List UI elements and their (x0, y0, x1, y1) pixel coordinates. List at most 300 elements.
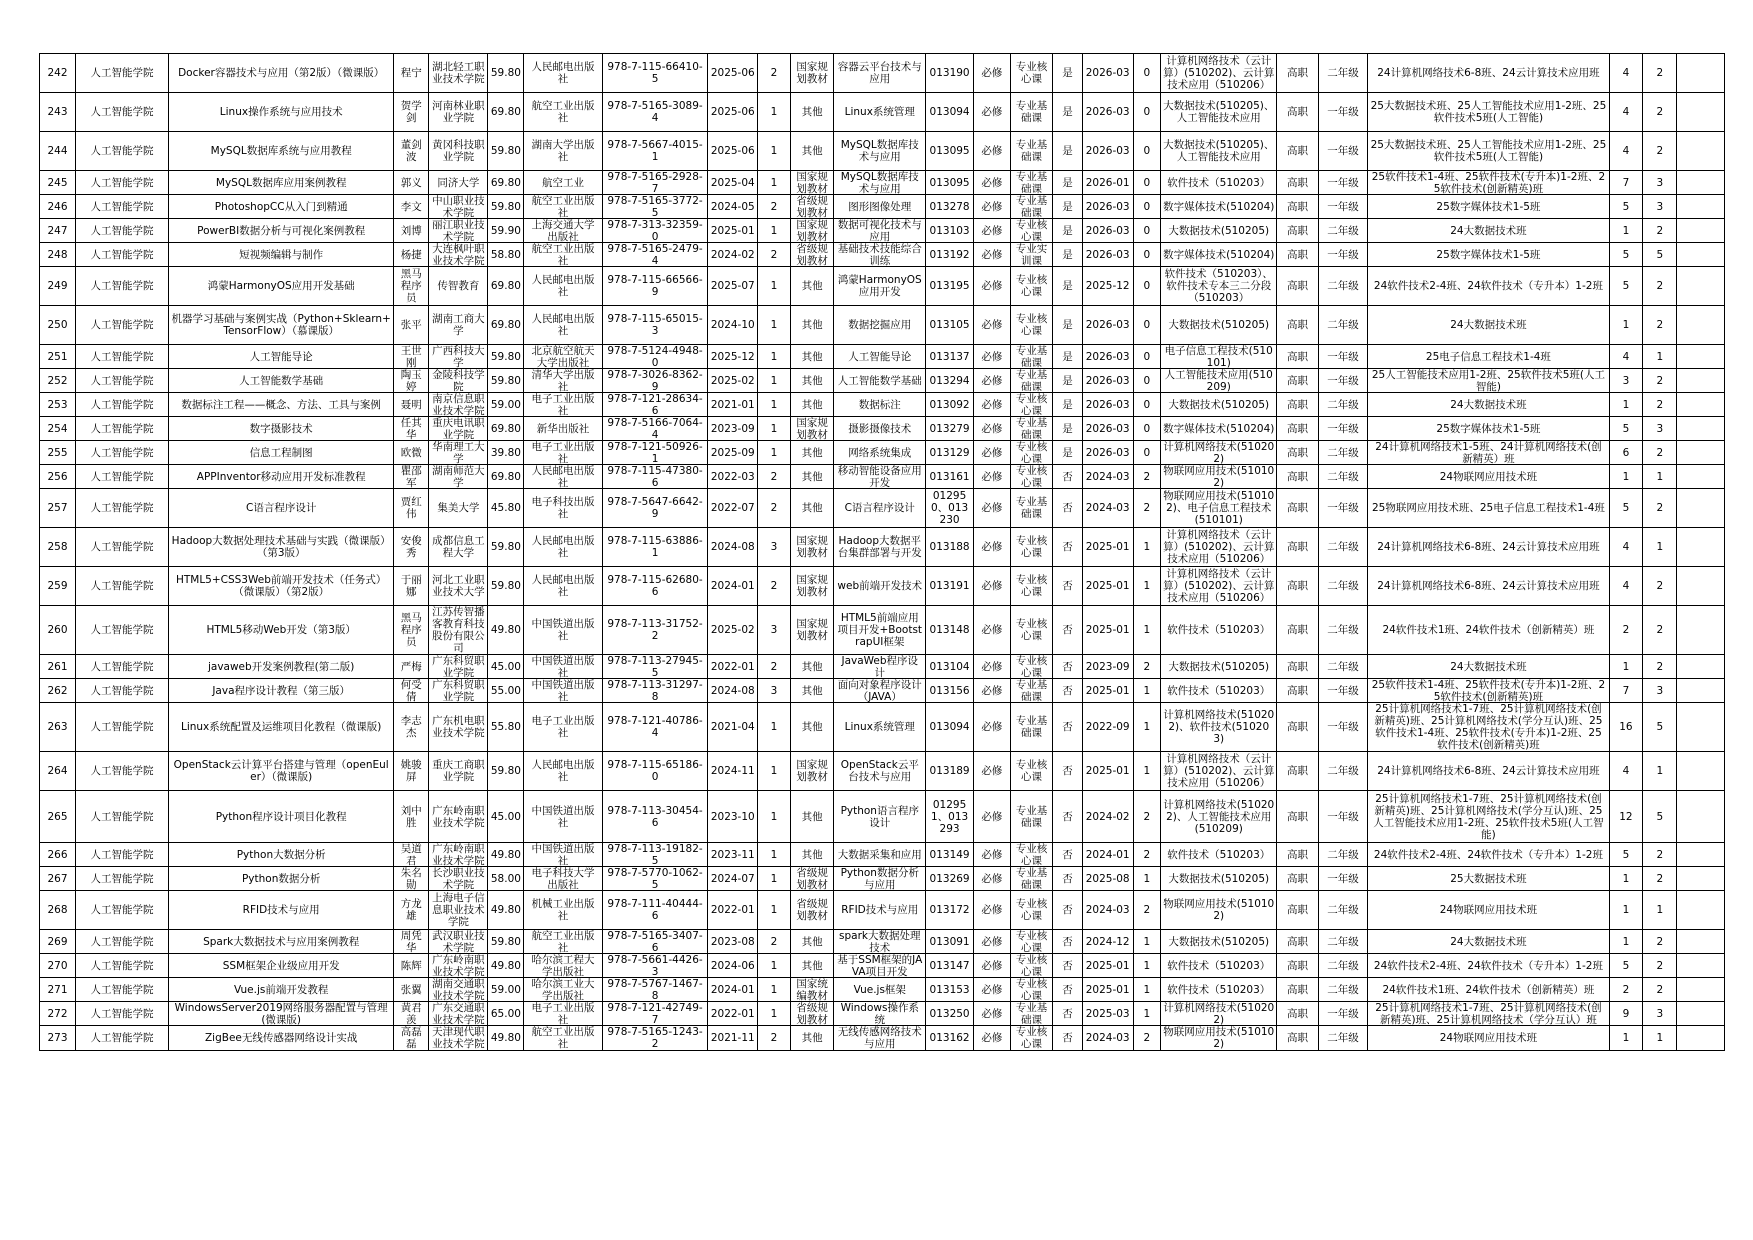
cell-extra-cell: 1 (1643, 528, 1677, 567)
start-date-cell: 2026-03 (1082, 93, 1133, 132)
years-used-cell: 2 (1133, 791, 1161, 843)
course-name-cell: 大数据采集和应用 (834, 843, 926, 867)
course-name-cell: 人工智能导论 (834, 345, 926, 369)
table-row (40, 306, 1725, 345)
years-used-cell: 1 (1133, 679, 1161, 703)
textbook-title-cell: HTML5+CSS3Web前端开发技术（任务式）（微课版）（第2版） (169, 567, 394, 606)
course-category-cell: 专业核心课 (1010, 267, 1052, 306)
first-use-flag-cell: 否 (1053, 867, 1083, 891)
course-category-cell: 专业基础课 (1010, 195, 1052, 219)
college-cell: 人工智能学院 (75, 567, 168, 606)
college-cell: 人工智能学院 (75, 243, 168, 267)
major-cell: 人工智能技术应用(510209) (1161, 369, 1277, 393)
course-name-cell: Hadoop大数据平台集群部署与开发 (834, 528, 926, 567)
editor-institution-cell: 湖南交通职业技术学院 (429, 978, 488, 1002)
classes-cell: 25大数据技术班、25人工智能技术应用1-2班、25软件技术5班(人工智能) (1368, 132, 1609, 171)
isbn-cell: 978-7-111-40444-6 (602, 891, 708, 930)
classes-cell: 24大数据技术班 (1368, 655, 1609, 679)
college-cell: 人工智能学院 (75, 655, 168, 679)
classes-cell: 25物联网应用技术班、25电子信息工程技术1-4班 (1368, 489, 1609, 528)
empty-cell (1677, 195, 1725, 219)
isbn-cell: 978-7-5165-1243-2 (602, 1026, 708, 1051)
edition-cell: 2 (758, 655, 791, 679)
empty-cell (1677, 267, 1725, 306)
publish-date-cell: 2024-05 (708, 195, 758, 219)
price-cell: 59.80 (488, 132, 524, 171)
editor-cell: 方龙雄 (394, 891, 429, 930)
course-name-cell: 数据标注 (834, 393, 926, 417)
course-code-cell: 013153 (926, 978, 974, 1002)
college-cell: 人工智能学院 (75, 132, 168, 171)
start-date-cell: 2024-03 (1082, 1026, 1133, 1051)
table-row (40, 954, 1725, 978)
classes-cell: 25大数据技术班、25人工智能技术应用1-2班、25软件技术5班(人工智能) (1368, 93, 1609, 132)
editor-institution-cell: 重庆电讯职业学院 (429, 417, 488, 441)
isbn-cell: 978-7-313-32359-0 (602, 219, 708, 243)
cell-extra-cell: 2 (1643, 132, 1677, 171)
cell-extra-cell: 2 (1643, 267, 1677, 306)
publisher-cell: 电子工业出版社 (524, 703, 602, 752)
course-name-cell: 容器云平台技术与应用 (834, 54, 926, 93)
education-level-cell: 高职 (1277, 465, 1318, 489)
edition-cell: 1 (758, 417, 791, 441)
row-number-cell: 273 (40, 1026, 76, 1051)
education-level-cell: 高职 (1277, 54, 1318, 93)
editor-institution-cell: 华南理工大学 (429, 441, 488, 465)
textbook-title-cell: Python大数据分析 (169, 843, 394, 867)
price-cell: 59.80 (488, 54, 524, 93)
course-nature-cell: 必修 (973, 843, 1010, 867)
textbook-type-cell: 省级规划教材 (790, 243, 833, 267)
college-cell: 人工智能学院 (75, 267, 168, 306)
course-code-cell: 013129 (926, 441, 974, 465)
course-code-cell: 013149 (926, 843, 974, 867)
college-cell: 人工智能学院 (75, 528, 168, 567)
college-cell: 人工智能学院 (75, 954, 168, 978)
education-level-cell: 高职 (1277, 369, 1318, 393)
classes-cell: 24计算机网络技术6-8班、24云计算技术应用班 (1368, 528, 1609, 567)
editor-institution-cell: 江苏传智播客教育科技股份有限公司 (429, 606, 488, 655)
education-level-cell: 高职 (1277, 441, 1318, 465)
major-cell: 软件技术（510203） (1161, 978, 1277, 1002)
table-row (40, 606, 1725, 655)
course-nature-cell: 必修 (973, 345, 1010, 369)
editor-institution-cell: 中山职业技术学院 (429, 195, 488, 219)
years-used-cell: 0 (1133, 441, 1161, 465)
education-level-cell: 高职 (1277, 171, 1318, 195)
price-cell: 59.80 (488, 528, 524, 567)
publisher-cell: 湖南大学出版社 (524, 132, 602, 171)
table-row (40, 54, 1725, 93)
classes-cell: 24大数据技术班 (1368, 219, 1609, 243)
row-number-cell: 246 (40, 195, 76, 219)
first-use-flag-cell: 否 (1053, 752, 1083, 791)
row-number-cell: 269 (40, 930, 76, 954)
course-code-cell: 013188 (926, 528, 974, 567)
edition-cell: 1 (758, 93, 791, 132)
years-used-cell: 0 (1133, 132, 1161, 171)
college-cell: 人工智能学院 (75, 345, 168, 369)
major-cell: 软件技术（510203） (1161, 843, 1277, 867)
edition-cell: 3 (758, 528, 791, 567)
major-cell: 大数据技术(510205) (1161, 867, 1277, 891)
editor-cell: 黑马程序员 (394, 267, 429, 306)
education-level-cell: 高职 (1277, 655, 1318, 679)
publisher-cell: 航空工业出版社 (524, 1026, 602, 1051)
class-count-cell: 5 (1609, 243, 1643, 267)
row-number-cell: 251 (40, 345, 76, 369)
class-count-cell: 5 (1609, 417, 1643, 441)
start-date-cell: 2026-03 (1082, 219, 1133, 243)
course-name-cell: 鸿蒙HarmonyOS应用开发 (834, 267, 926, 306)
education-level-cell: 高职 (1277, 1002, 1318, 1026)
editor-institution-cell: 广东科贸职业学院 (429, 679, 488, 703)
grade-cell: 一年级 (1318, 93, 1368, 132)
cell-extra-cell: 2 (1643, 489, 1677, 528)
publisher-cell: 哈尔滨工业大学出版社 (524, 978, 602, 1002)
row-number-cell: 267 (40, 867, 76, 891)
education-level-cell: 高职 (1277, 489, 1318, 528)
table-row (40, 791, 1725, 843)
empty-cell (1677, 1002, 1725, 1026)
start-date-cell: 2026-03 (1082, 441, 1133, 465)
first-use-flag-cell: 否 (1053, 1026, 1083, 1051)
price-cell: 69.80 (488, 93, 524, 132)
class-count-cell: 4 (1609, 132, 1643, 171)
textbook-title-cell: Python数据分析 (169, 867, 394, 891)
empty-cell (1677, 655, 1725, 679)
cell-extra-cell: 1 (1643, 465, 1677, 489)
editor-institution-cell: 广西科技大学 (429, 345, 488, 369)
editor-cell: 吴道君 (394, 843, 429, 867)
course-nature-cell: 必修 (973, 954, 1010, 978)
table-row (40, 345, 1725, 369)
edition-cell: 2 (758, 195, 791, 219)
class-count-cell: 5 (1609, 489, 1643, 528)
table-row (40, 219, 1725, 243)
isbn-cell: 978-7-5667-4015-1 (602, 132, 708, 171)
grade-cell: 一年级 (1318, 791, 1368, 843)
empty-cell (1677, 528, 1725, 567)
years-used-cell: 0 (1133, 171, 1161, 195)
editor-cell: 贺学剑 (394, 93, 429, 132)
education-level-cell: 高职 (1277, 891, 1318, 930)
course-name-cell: JavaWeb程序设计 (834, 655, 926, 679)
price-cell: 59.80 (488, 369, 524, 393)
course-category-cell: 专业核心课 (1010, 54, 1052, 93)
editor-cell: 李文 (394, 195, 429, 219)
course-category-cell: 专业基础课 (1010, 171, 1052, 195)
grade-cell: 二年级 (1318, 891, 1368, 930)
cell-extra-cell: 1 (1643, 891, 1677, 930)
isbn-cell: 978-7-115-65015-3 (602, 306, 708, 345)
editor-institution-cell: 大连枫叶职业技术学院 (429, 243, 488, 267)
table-row (40, 417, 1725, 441)
course-name-cell: 数据挖掘应用 (834, 306, 926, 345)
row-number-cell: 263 (40, 703, 76, 752)
education-level-cell: 高职 (1277, 132, 1318, 171)
college-cell: 人工智能学院 (75, 195, 168, 219)
course-code-cell: 013195 (926, 267, 974, 306)
course-name-cell: MySQL数据库技术与应用 (834, 171, 926, 195)
course-code-cell: 013250 (926, 1002, 974, 1026)
cell-extra-cell: 5 (1643, 703, 1677, 752)
first-use-flag-cell: 否 (1053, 679, 1083, 703)
isbn-cell: 978-7-121-50926-1 (602, 441, 708, 465)
course-nature-cell: 必修 (973, 441, 1010, 465)
publish-date-cell: 2022-03 (708, 465, 758, 489)
textbook-title-cell: MySQL数据库系统与应用教程 (169, 132, 394, 171)
college-cell: 人工智能学院 (75, 606, 168, 655)
first-use-flag-cell: 否 (1053, 891, 1083, 930)
price-cell: 45.00 (488, 791, 524, 843)
grade-cell: 二年级 (1318, 1026, 1368, 1051)
cell-extra-cell: 3 (1643, 195, 1677, 219)
first-use-flag-cell: 否 (1053, 954, 1083, 978)
publish-date-cell: 2025-02 (708, 606, 758, 655)
grade-cell: 二年级 (1318, 978, 1368, 1002)
publisher-cell: 航空工业出版社 (524, 243, 602, 267)
class-count-cell: 2 (1609, 606, 1643, 655)
class-count-cell: 4 (1609, 752, 1643, 791)
course-name-cell: 摄影摄像技术 (834, 417, 926, 441)
course-category-cell: 专业基础课 (1010, 93, 1052, 132)
publisher-cell: 中国铁道出版社 (524, 843, 602, 867)
textbook-type-cell: 其他 (790, 132, 833, 171)
cell-extra-cell: 2 (1643, 843, 1677, 867)
textbook-type-cell: 其他 (790, 791, 833, 843)
start-date-cell: 2026-03 (1082, 306, 1133, 345)
price-cell: 58.80 (488, 243, 524, 267)
course-code-cell: 013190 (926, 54, 974, 93)
textbook-title-cell: C语言程序设计 (169, 489, 394, 528)
cell-extra-cell: 2 (1643, 978, 1677, 1002)
price-cell: 59.90 (488, 219, 524, 243)
isbn-cell: 978-7-3026-8362-9 (602, 369, 708, 393)
start-date-cell: 2025-01 (1082, 752, 1133, 791)
cell-extra-cell: 1 (1643, 1026, 1677, 1051)
years-used-cell: 1 (1133, 703, 1161, 752)
price-cell: 65.00 (488, 1002, 524, 1026)
start-date-cell: 2025-08 (1082, 867, 1133, 891)
major-cell: 大数据技术(510205) (1161, 393, 1277, 417)
college-cell: 人工智能学院 (75, 1026, 168, 1051)
major-cell: 物联网应用技术(510102) (1161, 465, 1277, 489)
publisher-cell: 人民邮电出版社 (524, 306, 602, 345)
education-level-cell: 高职 (1277, 195, 1318, 219)
classes-cell: 24计算机网络技术6-8班、24云计算技术应用班 (1368, 567, 1609, 606)
publisher-cell: 航空工业出版社 (524, 930, 602, 954)
textbook-title-cell: Linux操作系统与应用技术 (169, 93, 394, 132)
course-name-cell: web前端开发技术 (834, 567, 926, 606)
course-category-cell: 专业核心课 (1010, 441, 1052, 465)
editor-institution-cell: 成都信息工程大学 (429, 528, 488, 567)
textbook-type-cell: 省级规划教材 (790, 1002, 833, 1026)
education-level-cell: 高职 (1277, 345, 1318, 369)
publish-date-cell: 2024-08 (708, 528, 758, 567)
education-level-cell: 高职 (1277, 219, 1318, 243)
editor-cell: 高磊磊 (394, 1026, 429, 1051)
price-cell: 55.00 (488, 679, 524, 703)
course-name-cell: Linux系统管理 (834, 703, 926, 752)
isbn-cell: 978-7-5165-2928-7 (602, 171, 708, 195)
textbook-title-cell: Hadoop大数据处理技术基础与实践（微课版）（第3版） (169, 528, 394, 567)
textbook-title-cell: Spark大数据技术与应用案例教程 (169, 930, 394, 954)
price-cell: 59.00 (488, 393, 524, 417)
start-date-cell: 2022-09 (1082, 703, 1133, 752)
course-nature-cell: 必修 (973, 171, 1010, 195)
college-cell: 人工智能学院 (75, 441, 168, 465)
cell-extra-cell: 2 (1643, 393, 1677, 417)
years-used-cell: 0 (1133, 195, 1161, 219)
years-used-cell: 0 (1133, 393, 1161, 417)
classes-cell: 25数字媒体技术1-5班 (1368, 417, 1609, 441)
course-category-cell: 专业基础课 (1010, 679, 1052, 703)
first-use-flag-cell: 否 (1053, 489, 1083, 528)
college-cell: 人工智能学院 (75, 791, 168, 843)
course-nature-cell: 必修 (973, 195, 1010, 219)
cell-extra-cell: 2 (1643, 93, 1677, 132)
grade-cell: 二年级 (1318, 752, 1368, 791)
classes-cell: 25计算机网络技术1-7班、25计算机网络技术(创新精英)班、25计算机网络技术（学分互认）班 (1368, 1002, 1609, 1026)
classes-cell: 25数字媒体技术1-5班 (1368, 243, 1609, 267)
textbook-title-cell: OpenStack云计算平台搭建与管理（openEuler）（微课版) (169, 752, 394, 791)
price-cell: 49.80 (488, 606, 524, 655)
grade-cell: 一年级 (1318, 867, 1368, 891)
textbook-title-cell: MySQL数据库应用案例教程 (169, 171, 394, 195)
cell-extra-cell: 2 (1643, 655, 1677, 679)
isbn-cell: 978-7-115-65186-0 (602, 752, 708, 791)
start-date-cell: 2024-03 (1082, 489, 1133, 528)
course-nature-cell: 必修 (973, 1026, 1010, 1051)
publisher-cell: 中国铁道出版社 (524, 655, 602, 679)
cell-extra-cell: 5 (1643, 243, 1677, 267)
editor-cell: 李志杰 (394, 703, 429, 752)
course-name-cell: HTML5前端应用项目开发+BootstrapUI框架 (834, 606, 926, 655)
empty-cell (1677, 703, 1725, 752)
table-row (40, 867, 1725, 891)
editor-institution-cell: 传智教育 (429, 267, 488, 306)
grade-cell: 一年级 (1318, 171, 1368, 195)
class-count-cell: 1 (1609, 219, 1643, 243)
course-nature-cell: 必修 (973, 219, 1010, 243)
editor-cell: 王世刚 (394, 345, 429, 369)
grade-cell: 一年级 (1318, 345, 1368, 369)
course-category-cell: 专业基础课 (1010, 417, 1052, 441)
course-category-cell: 专业基础课 (1010, 345, 1052, 369)
editor-institution-cell: 同济大学 (429, 171, 488, 195)
publish-date-cell: 2024-06 (708, 954, 758, 978)
grade-cell: 一年级 (1318, 195, 1368, 219)
years-used-cell: 2 (1133, 1026, 1161, 1051)
years-used-cell: 0 (1133, 219, 1161, 243)
table-row (40, 465, 1725, 489)
class-count-cell: 4 (1609, 567, 1643, 606)
college-cell: 人工智能学院 (75, 1002, 168, 1026)
grade-cell: 一年级 (1318, 369, 1368, 393)
publisher-cell: 机械工业出版社 (524, 891, 602, 930)
course-nature-cell: 必修 (973, 978, 1010, 1002)
textbook-title-cell: WindowsServer2019网络服务器配置与管理(微课版) (169, 1002, 394, 1026)
years-used-cell: 0 (1133, 267, 1161, 306)
textbook-title-cell: Python程序设计项目化教程 (169, 791, 394, 843)
years-used-cell: 2 (1133, 655, 1161, 679)
row-number-cell: 245 (40, 171, 76, 195)
grade-cell: 一年级 (1318, 1002, 1368, 1026)
course-category-cell: 专业核心课 (1010, 219, 1052, 243)
course-nature-cell: 必修 (973, 306, 1010, 345)
price-cell: 58.00 (488, 867, 524, 891)
first-use-flag-cell: 是 (1053, 369, 1083, 393)
course-nature-cell: 必修 (973, 417, 1010, 441)
textbook-type-cell: 省级规划教材 (790, 195, 833, 219)
college-cell: 人工智能学院 (75, 171, 168, 195)
class-count-cell: 6 (1609, 441, 1643, 465)
first-use-flag-cell: 否 (1053, 528, 1083, 567)
start-date-cell: 2026-03 (1082, 243, 1133, 267)
empty-cell (1677, 345, 1725, 369)
empty-cell (1677, 417, 1725, 441)
editor-cell: 杨捷 (394, 243, 429, 267)
price-cell: 55.80 (488, 703, 524, 752)
empty-cell (1677, 679, 1725, 703)
isbn-cell: 978-7-115-66410-5 (602, 54, 708, 93)
publisher-cell: 电子工业出版社 (524, 441, 602, 465)
empty-cell (1677, 393, 1725, 417)
course-name-cell: Python数据分析与应用 (834, 867, 926, 891)
course-code-cell: 013105 (926, 306, 974, 345)
row-number-cell: 252 (40, 369, 76, 393)
publisher-cell: 中国铁道出版社 (524, 606, 602, 655)
start-date-cell: 2024-02 (1082, 791, 1133, 843)
start-date-cell: 2025-01 (1082, 528, 1133, 567)
publisher-cell: 清华大学出版社 (524, 369, 602, 393)
isbn-cell: 978-7-5647-6642-9 (602, 489, 708, 528)
publisher-cell: 电子工业出版社 (524, 1002, 602, 1026)
editor-cell: 刘博 (394, 219, 429, 243)
publisher-cell: 电子工业出版社 (524, 393, 602, 417)
isbn-cell: 978-7-5124-4948-0 (602, 345, 708, 369)
major-cell: 大数据技术(510205) (1161, 930, 1277, 954)
course-code-cell: 013278 (926, 195, 974, 219)
start-date-cell: 2026-03 (1082, 393, 1133, 417)
editor-cell: 程宁 (394, 54, 429, 93)
college-cell: 人工智能学院 (75, 752, 168, 791)
years-used-cell: 0 (1133, 417, 1161, 441)
table-row (40, 132, 1725, 171)
education-level-cell: 高职 (1277, 306, 1318, 345)
publisher-cell: 人民邮电出版社 (524, 567, 602, 606)
cell-extra-cell: 2 (1643, 606, 1677, 655)
course-nature-cell: 必修 (973, 1002, 1010, 1026)
editor-institution-cell: 广东岭南职业技术学院 (429, 954, 488, 978)
price-cell: 59.80 (488, 752, 524, 791)
grade-cell: 二年级 (1318, 606, 1368, 655)
table-row (40, 441, 1725, 465)
first-use-flag-cell: 是 (1053, 345, 1083, 369)
course-nature-cell: 必修 (973, 132, 1010, 171)
edition-cell: 1 (758, 791, 791, 843)
years-used-cell: 1 (1133, 867, 1161, 891)
editor-cell: 周凭华 (394, 930, 429, 954)
major-cell: 数字媒体技术(510204) (1161, 417, 1277, 441)
major-cell: 计算机网络技术（云计算）(510202)、云计算技术应用（510206） (1161, 54, 1277, 93)
isbn-cell: 978-7-115-62680-6 (602, 567, 708, 606)
course-nature-cell: 必修 (973, 867, 1010, 891)
major-cell: 物联网应用技术(510102) (1161, 891, 1277, 930)
first-use-flag-cell: 是 (1053, 417, 1083, 441)
editor-cell: 陶玉婷 (394, 369, 429, 393)
